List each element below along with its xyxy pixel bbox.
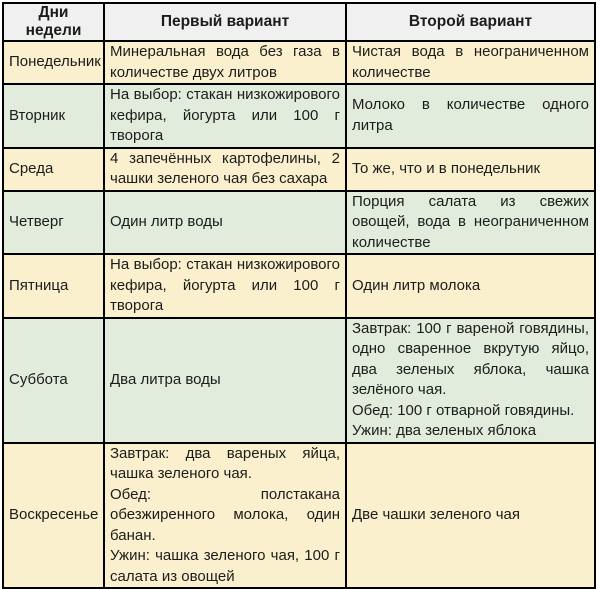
variant2-cell [346, 191, 595, 255]
cell-paragraph: Две чашки зеленого чая [352, 506, 520, 523]
cell-paragraph: Молоко в количестве одного литра [352, 96, 589, 134]
day-cell: Четверг [3, 191, 104, 255]
header-row [3, 3, 595, 41]
day-cell: Воскресенье [3, 443, 104, 589]
cell-paragraph: Минеральная вода без газа в количестве двух литров [110, 43, 340, 81]
day-cell: Вторник [3, 84, 104, 148]
cell-paragraph: То же, что и в понедельник [352, 159, 541, 177]
table-row-thursday [3, 191, 595, 255]
day-cell: Пятница [3, 254, 104, 318]
variant2-cell [346, 318, 595, 443]
table-row-wednesday [3, 148, 595, 191]
variant1-cell [104, 254, 346, 318]
table-row-sunday [3, 443, 595, 589]
variant1-cell [104, 443, 346, 589]
cell-paragraph: Ужин: чашка зеленого чая, 100 г салата из овощей [110, 547, 340, 585]
cell-paragraph: На выбор: стакан низкожирового кефира, йогурта или 100 г творога [110, 86, 340, 144]
cell-paragraph: Ужин: два зеленых яблока [352, 422, 537, 439]
variant1-cell [104, 41, 346, 84]
header-variant2: Второй вариант [346, 3, 595, 41]
day-cell: Понедельник [3, 41, 104, 84]
cell-paragraph: Завтрак: 100 г вареной говядины, одно сваренное вкрутую яйцо, два зеленых яблока, чашка зелёного чая. [352, 319, 589, 398]
cell-paragraph: Два литра воды [110, 370, 221, 388]
table-row-monday [3, 41, 595, 84]
cell-paragraph: На выбор: стакан низкожирового кефира, йогурта или 100 г творога [110, 256, 340, 314]
variant2-cell [346, 148, 595, 191]
cell-paragraph: Чистая вода в неограниченном количестве [352, 43, 589, 81]
variant1-cell [104, 148, 346, 191]
cell-paragraph: Обед: полстакана обезжиренного молока, один банан. [110, 485, 340, 544]
day-cell: Среда [3, 148, 104, 191]
day-cell: Суббота [3, 318, 104, 443]
header-days: Дни недели [3, 3, 104, 41]
variant2-cell [346, 254, 595, 318]
variant2-cell [346, 443, 595, 589]
table-row-saturday [3, 318, 595, 443]
variant1-cell [104, 191, 346, 255]
variant1-cell [104, 318, 346, 443]
variant2-cell [346, 41, 595, 84]
cell-paragraph: Один литр воды [110, 213, 223, 230]
variant2-cell [346, 84, 595, 148]
cell-paragraph: Порция салата из свежих овощей, вода в неограниченном количестве [352, 192, 589, 251]
cell-paragraph: Один литр молока [352, 276, 481, 294]
table-row-friday [3, 254, 595, 318]
variant1-cell [104, 84, 346, 148]
cell-paragraph: 4 запечённых картофелины, 2 чашки зеленого чая без сахара [110, 149, 340, 187]
table-row-tuesday [3, 84, 595, 148]
cell-paragraph: Завтрак: два вареных яйца, чашка зеленого чая. [110, 444, 340, 482]
cell-paragraph: Обед: 100 г отварной говядины. [352, 401, 575, 419]
diet-table [2, 2, 596, 589]
header-variant1: Первый вариант [104, 3, 346, 41]
